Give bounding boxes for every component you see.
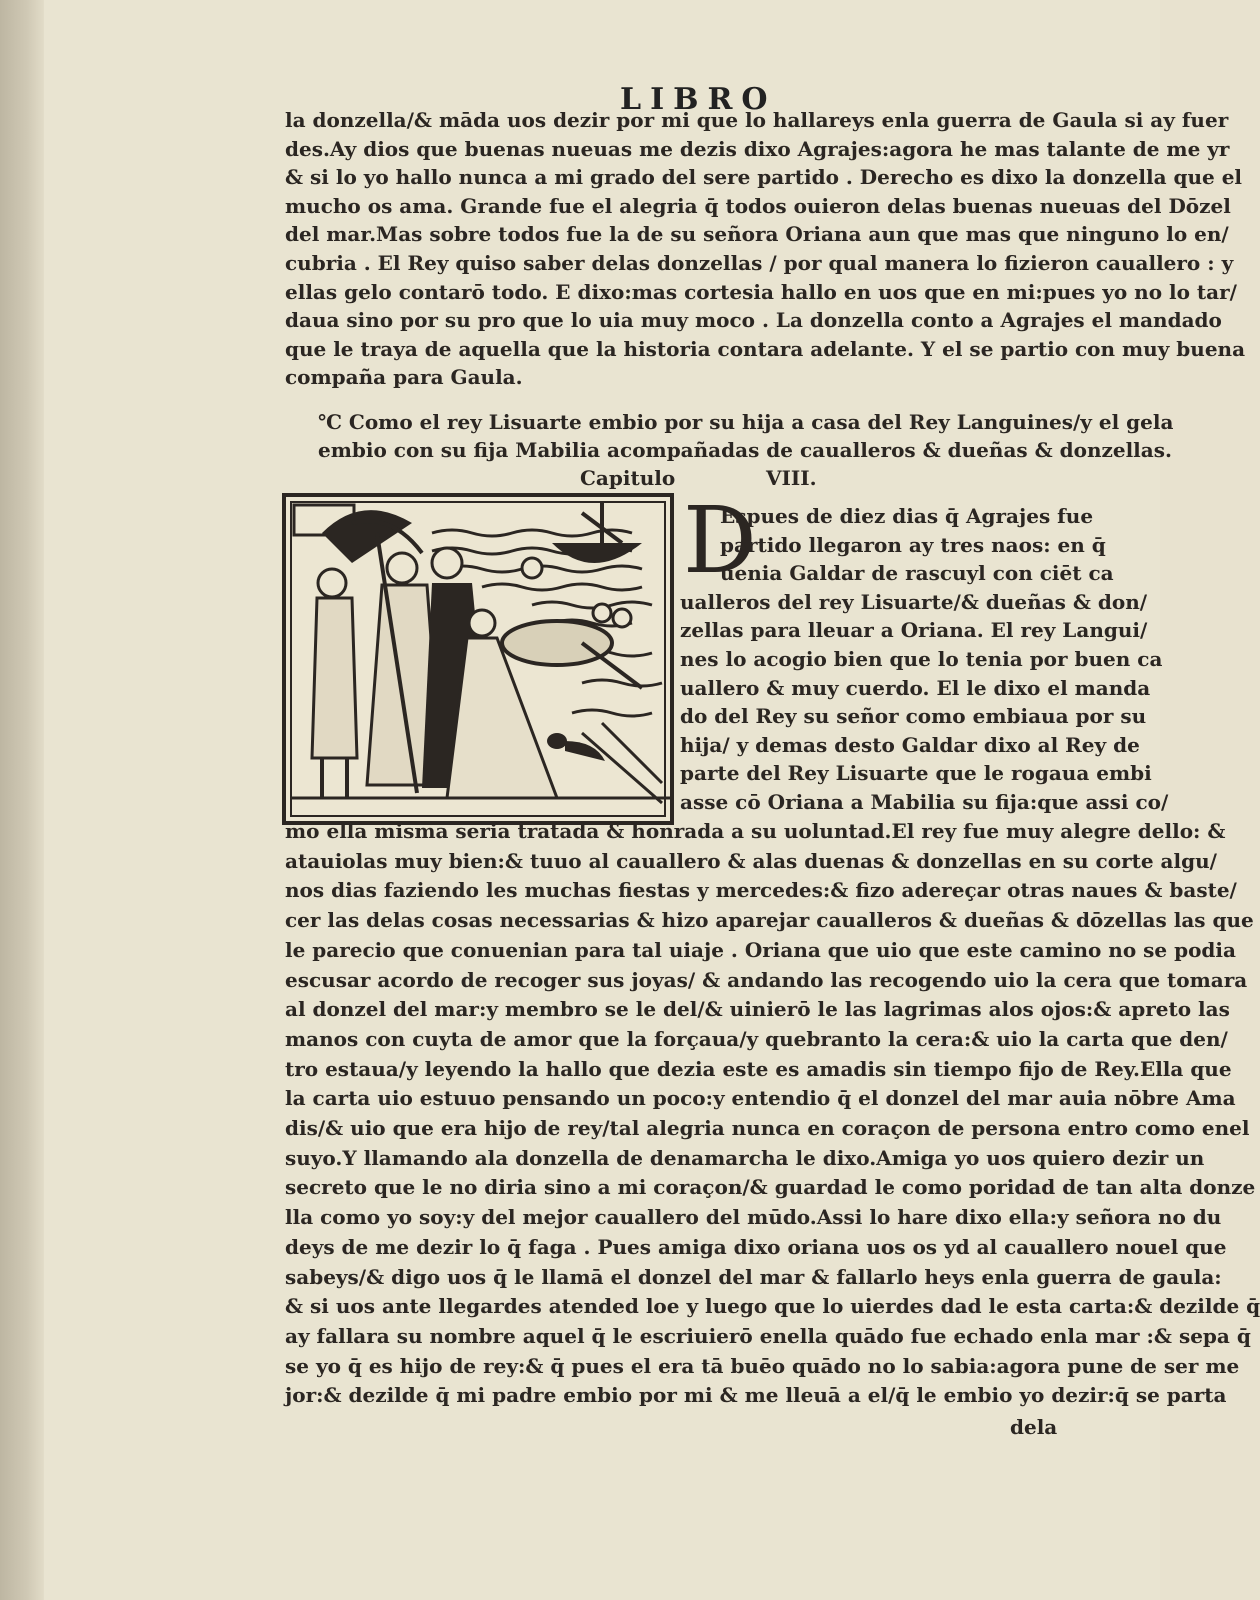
text-line: escusar acordo de recoger sus joyas/ & andando las recogendo uio la cera que tomara [285,967,1248,992]
text-line: tro estaua/y leyendo la hallo que dezia este es amadis sin tiempo fijo de Rey.Ella que [285,1056,1232,1081]
text-line: la donzella/& māda uos dezir por mi que lo hallareys enla guerra de Gaula si ay fuer [285,108,1229,132]
text-line: suyo.Y llamando ala donzella de denamarcha le dixo.Amiga yo uos quiero dezir un [285,1145,1205,1170]
catchword: dela [1010,1415,1058,1439]
text-line: ellas gelo contarō todo. E dixo:mas cortesia hallo en uos que en mi:pues yo no lo tar/ [285,279,1237,304]
text-line: dis/& uio que era hijo de rey/tal alegria nunca en coraçon de persona entro como enel [285,1116,1250,1140]
text-line: manos con cuyta de amor que la forçaua/y quebranto la cera:& uio la carta que den/ [285,1026,1228,1051]
text-line: parte del Rey Lisuarte que le rogaua embi [680,761,1152,786]
text-line: do del Rey su señor como embiaua por su [680,704,1147,729]
text-line: & si uos ante llegardes atended loe y luego que lo uierdes dad le esta carta:& dezilde q̄ [285,1294,1260,1319]
text-line: partido llegaron ay tres naos: en q̄ [720,532,1106,557]
text-line: atauiolas muy bien:& tuuo al cauallero & alas duenas & donzellas en su corte algu/ [285,848,1217,873]
text-line: secreto que le no diria sino a mi coraçon/& guardad le como poridad de tan alta donze [285,1175,1256,1200]
chapter-label: Capitulo [580,466,676,490]
text-line: zellas para lleuar a Oriana. El rey Langui/ [680,618,1148,643]
drop-cap: D [683,487,757,594]
text-line: hija/ y demas desto Galdar dixo al Rey de [680,732,1140,757]
text-line: asse cō Oriana a Mabilia su fija:que assi co/ [680,790,1169,814]
chapter-number: VIII. [766,466,817,490]
text-line: mucho os ama. Grande fue el alegria q̄ todos ouieron delas buenas nueuas del Dōzel [285,193,1231,218]
text-line: Espues de diez dias q̄ Agrajes fue [720,504,1094,528]
text-line: cubria . El Rey quiso saber delas donzellas / por qual manera lo fizieron cauallero : y [285,251,1234,275]
text-line: al donzel del mar:y membro se le del/& uinierō le las lagrimas alos ojos:& apreto las [285,997,1230,1022]
text-line: le parecio que conuenian para tal uiaje . Oriana que uio que este camino no se podia [285,937,1236,962]
text-line: nes lo acogio bien que lo tenia por buen ca [680,647,1163,671]
text-line: ualleros del rey Lisuarte/& dueñas & don/ [680,589,1148,614]
text-line: la carta uio estuuo pensando un poco:y entendio q̄ el donzel del mar auia nōbre Ama [285,1086,1236,1111]
text-line: que le traya de aquella que la historia contara adelante. Y el se partio con muy buena [285,336,1246,361]
running-head: LIBRO [620,82,777,117]
text-line: daua sino por su pro que lo uia muy moco . La donzella conto a Agrajes el mandado [285,308,1222,333]
text-line: mo ella misma seria tratada & honrada a su uoluntad.El rey fue muy alegre dello: & [285,819,1226,843]
text-line: sabeys/& digo uos q̄ le llamā el donzel del mar & fallarlo heys enla guerra de gaula: [285,1264,1222,1289]
page-edge [0,0,44,1600]
text-line: compaña para Gaula. [285,365,523,390]
text-line: jor:& dezilde q̄ mi padre embio por mi & me lleuā a el/q̄ le embio yo dezir:q̄ se parta [285,1383,1227,1408]
text-line: & si lo yo hallo nunca a mi grado del sere partido . Derecho es dixo la donzella que el [285,165,1243,190]
text-line: embio con su fija Mabilia acompañadas de caualleros & dueñas & donzellas. [318,438,1172,462]
text-line: ℃ Como el rey Lisuarte embio por su hija a casa del Rey Languines/y el gela [318,410,1174,434]
text-line: uenia Galdar de rascuyl con ciēt ca [720,561,1114,586]
text-line: del mar.Mas sobre todos fue la de su señora Oriana aun que mas que ninguno lo en/ [285,222,1229,247]
woodcut-illustration [282,493,674,825]
text-line: uallero & muy cuerdo. El le dixo el manda [680,675,1151,700]
text-line: se yo q̄ es hijo de rey:& q̄ pues el era tā buēo quādo no lo sabia:agora pune de ser me [285,1353,1240,1378]
text-line: des.Ay dios que buenas nueuas me dezis dixo Agrajes:agora he mas talante de me yr [285,136,1230,161]
text-line: cer las delas cosas necessarias & hizo aparejar caualleros & dueñas & dōzellas las que [285,908,1254,933]
text-line: ay fallara su nombre aquel q̄ le escriuierō enella quādo fue echado enla mar :& sepa q̄ [285,1323,1251,1348]
text-line: lla como yo soy:y del mejor cauallero del mūdo.Assi lo hare dixo ella:y señora no du [285,1205,1222,1230]
text-line: deys de me dezir lo q̄ faga . Pues amiga dixo oriana uos os yd al cauallero nouel que [285,1234,1227,1259]
text-line: nos dias faziendo les muchas fiestas y mercedes:& fizo adereçar otras naues & baste/ [285,878,1237,903]
